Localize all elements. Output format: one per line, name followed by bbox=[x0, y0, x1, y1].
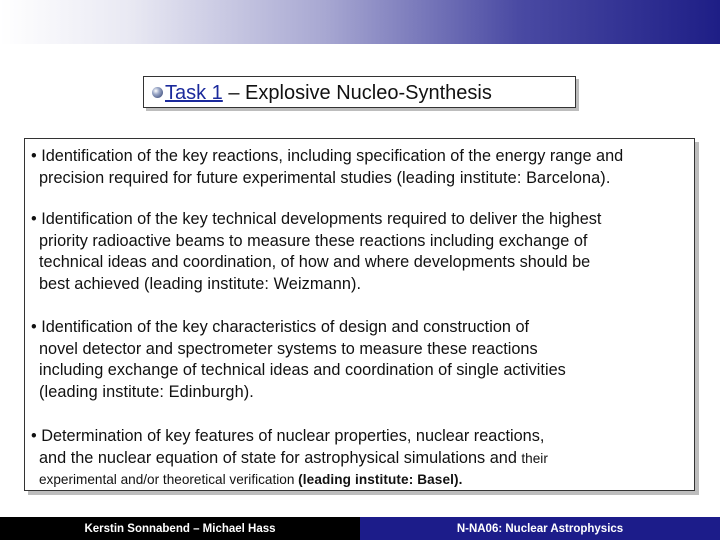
footer-authors: Kerstin Sonnabend – Michael Hass bbox=[0, 517, 360, 540]
task-link[interactable]: Task 1 bbox=[165, 82, 223, 104]
item-line: • Identification of the key reactions, including specification of the energy range and bbox=[31, 147, 624, 165]
item-line bbox=[31, 469, 691, 491]
item-line bbox=[31, 274, 691, 296]
footer-topic: N-NA06: Nuclear Astrophysics bbox=[360, 517, 720, 540]
title-rest: – Explosive Nucleo-Synthesis bbox=[222, 82, 492, 104]
leading-institute: (leading institute: Edinburgh). bbox=[39, 382, 254, 401]
item-line: including exchange of technical ideas and coordination of single activities bbox=[39, 361, 566, 379]
leading-institute: (leading institute: Basel). bbox=[298, 472, 463, 487]
item-line bbox=[31, 448, 691, 470]
list-item bbox=[31, 426, 691, 491]
list-item bbox=[31, 317, 691, 403]
item-line: technical ideas and coordination, of how and where developments should be bbox=[39, 253, 591, 271]
list-item bbox=[31, 209, 691, 295]
item-text-small: their bbox=[521, 450, 548, 466]
item-line: • Identification of the key technical developments required to deliver the highest bbox=[31, 210, 602, 228]
slide-title bbox=[165, 81, 492, 105]
header-band bbox=[0, 0, 720, 44]
item-text: and the nuclear equation of state for astrophysical simulations and bbox=[39, 448, 522, 467]
list-item bbox=[31, 146, 691, 189]
bullet-icon bbox=[152, 87, 163, 98]
slide-title-box bbox=[143, 76, 576, 108]
leading-institute: (leading institute: Weizmann). bbox=[144, 274, 362, 293]
item-text: best achieved bbox=[39, 274, 144, 293]
item-line: • Identification of the key characteristics of design and construction of bbox=[31, 318, 530, 336]
item-line bbox=[31, 168, 691, 190]
item-text: precision required for future experimental studies bbox=[39, 168, 397, 187]
item-line: novel detector and spectrometer systems to measure these reactions bbox=[39, 339, 538, 358]
leading-institute: (leading institute: Barcelona). bbox=[396, 168, 611, 187]
item-line: • Determination of key features of nuclear properties, nuclear reactions, bbox=[31, 427, 545, 445]
item-line: priority radioactive beams to measure these reactions including exchange of bbox=[39, 231, 588, 250]
content-box bbox=[24, 138, 695, 491]
item-text-small: experimental and/or theoretical verification bbox=[39, 472, 299, 487]
